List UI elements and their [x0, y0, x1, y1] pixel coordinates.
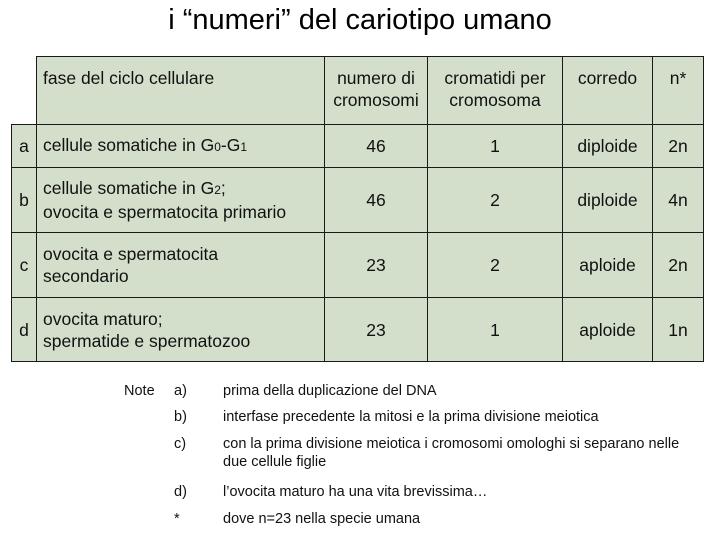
table-header-row: [12, 57, 704, 125]
chromatids-cell: 1: [428, 298, 563, 362]
note-key: b): [174, 409, 187, 425]
chromosomes-cell: 23: [325, 233, 428, 298]
table-row: [12, 125, 704, 168]
note-text: interfase precedente la mitosi e la prima divisione meiotica: [223, 409, 599, 425]
chromatids-cell: 2: [428, 168, 563, 233]
note-key: *: [174, 511, 180, 527]
phase-cell: [37, 298, 325, 362]
note-key: c): [174, 436, 187, 452]
set-cell: diploide: [563, 168, 653, 233]
note-key: a): [174, 383, 187, 399]
phase-text: ovocita e spermatocita: [43, 244, 219, 264]
chromosomes-cell: 46: [325, 168, 428, 233]
page-title: i “numeri” del cariotipo umano: [168, 4, 552, 36]
row-label: c: [12, 233, 37, 298]
header-phase: fase del ciclo cellulare: [37, 57, 325, 125]
phase-cell: [37, 125, 325, 168]
note-text: dove n=23 nella specie umana: [223, 511, 421, 527]
row-label: d: [12, 298, 37, 362]
note-text: con la prima divisione meiotica i cromosomi omologhi si separano nelle due cellule figlie: [223, 436, 680, 470]
header-chromatids: [428, 57, 563, 125]
n-cell: 2n: [653, 233, 704, 298]
chromatids-cell: 1: [428, 125, 563, 168]
set-cell: aploide: [563, 233, 653, 298]
row-label: a: [12, 125, 37, 168]
phase-subscript: 0: [214, 140, 221, 154]
karyotype-table: [11, 56, 704, 362]
note-key: d): [174, 484, 187, 500]
table-row: [12, 168, 704, 233]
phase-text: ovocita maturo;: [43, 308, 163, 329]
n-cell: 2n: [653, 125, 704, 168]
phase-subscript: 2: [214, 183, 221, 197]
phase-text: secondario: [43, 266, 129, 286]
chromosomes-cell: 23: [325, 298, 428, 362]
chromatids-cell: 2: [428, 233, 563, 298]
header-chromosomes-line1: numero di: [337, 68, 415, 88]
corner-cell: [12, 57, 37, 125]
row-label: b: [12, 168, 37, 233]
set-cell: aploide: [563, 298, 653, 362]
header-chromatids-line2: cromosoma: [449, 90, 541, 110]
phase-text: -G: [220, 135, 241, 155]
chromosomes-cell: 46: [325, 125, 428, 168]
table-row: [12, 298, 704, 362]
table-row: [12, 233, 704, 298]
phase-text: cellule somatiche in G: [43, 135, 215, 155]
set-cell: diploide: [563, 125, 653, 168]
phase-cell: [37, 168, 325, 233]
phase-text: ovocita e spermatocita primario: [43, 202, 287, 222]
phase-subscript: 1: [240, 140, 248, 154]
header-n: n*: [653, 57, 704, 125]
note-text: prima della duplicazione del DNA: [223, 383, 437, 399]
header-chromatids-line1: cromatidi per: [444, 68, 546, 88]
header-chromosomes: [325, 57, 428, 125]
header-chromosomes-line2: cromosomi: [333, 90, 419, 110]
n-cell: 1n: [653, 298, 704, 362]
header-set: corredo: [563, 57, 653, 125]
note-text: l’ovocita maturo ha una vita brevissima…: [223, 484, 488, 500]
phase-cell: [37, 233, 325, 298]
phase-text: spermatide e spermatozoo: [43, 330, 251, 351]
notes-label: Note: [124, 383, 155, 399]
phase-text: cellule somatiche in G: [43, 178, 215, 198]
phase-text: ;: [220, 178, 226, 198]
n-cell: 4n: [653, 168, 704, 233]
